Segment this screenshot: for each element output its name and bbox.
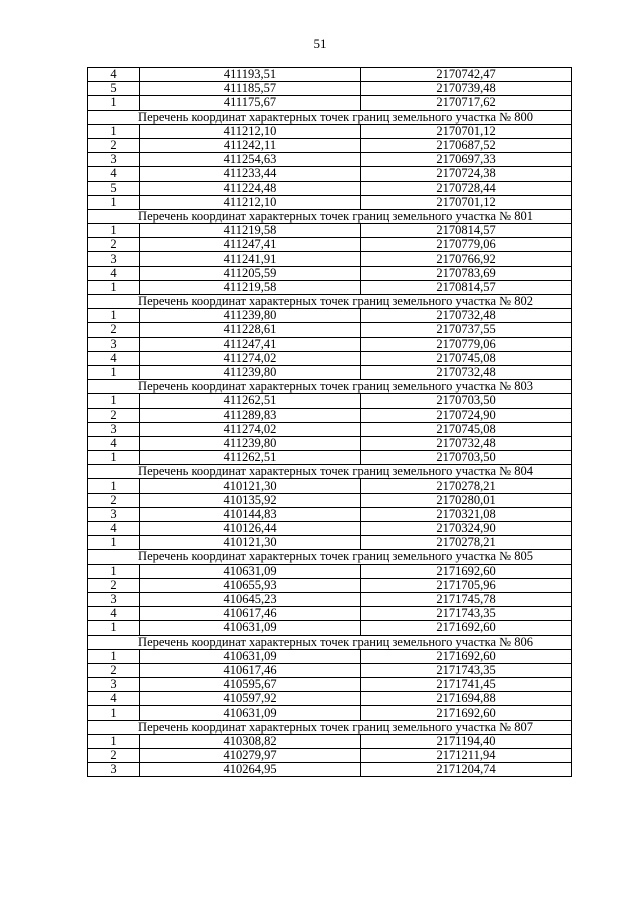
section-heading-row [88, 380, 572, 394]
y-coordinate-cell: 2171204,74 [361, 763, 572, 777]
point-number-cell: 4 [88, 436, 140, 450]
x-coordinate-cell: 411205,59 [140, 266, 361, 280]
section-heading: Перечень координат характерных точек границ земельного участка № 801 [88, 209, 572, 223]
table-row [88, 663, 572, 677]
x-coordinate-cell: 411262,51 [140, 394, 361, 408]
point-number-cell: 3 [88, 337, 140, 351]
x-coordinate-cell: 410135,92 [140, 493, 361, 507]
y-coordinate-cell: 2170324,90 [361, 522, 572, 536]
point-number-cell: 1 [88, 649, 140, 663]
table-row [88, 309, 572, 323]
point-number-cell: 3 [88, 422, 140, 436]
x-coordinate-cell: 410655,93 [140, 578, 361, 592]
point-number-cell: 3 [88, 592, 140, 606]
table-row [88, 280, 572, 294]
table-row [88, 138, 572, 152]
table-row [88, 763, 572, 777]
table-row [88, 394, 572, 408]
y-coordinate-cell: 2171743,35 [361, 663, 572, 677]
point-number-cell: 3 [88, 153, 140, 167]
x-coordinate-cell: 411212,10 [140, 124, 361, 138]
table-row [88, 266, 572, 280]
x-coordinate-cell: 411247,41 [140, 337, 361, 351]
table-row [88, 422, 572, 436]
table-row [88, 238, 572, 252]
y-coordinate-cell: 2170745,08 [361, 422, 572, 436]
y-coordinate-cell: 2170814,57 [361, 224, 572, 238]
y-coordinate-cell: 2170739,48 [361, 82, 572, 96]
page-number: 51 [313, 36, 327, 51]
table-row [88, 493, 572, 507]
x-coordinate-cell: 411289,83 [140, 408, 361, 422]
section-heading-row [88, 550, 572, 564]
x-coordinate-cell: 411175,67 [140, 96, 361, 110]
table-row [88, 167, 572, 181]
section-heading: Перечень координат характерных точек границ земельного участка № 802 [88, 295, 572, 309]
x-coordinate-cell: 411242,11 [140, 138, 361, 152]
table-row [88, 536, 572, 550]
y-coordinate-cell: 2170280,01 [361, 493, 572, 507]
x-coordinate-cell: 411193,51 [140, 68, 361, 82]
section-heading-row [88, 110, 572, 124]
point-number-cell: 3 [88, 763, 140, 777]
point-number-cell: 3 [88, 252, 140, 266]
x-coordinate-cell: 411239,80 [140, 365, 361, 379]
section-heading-row [88, 209, 572, 223]
section-heading: Перечень координат характерных точек границ земельного участка № 804 [88, 465, 572, 479]
y-coordinate-cell: 2171694,88 [361, 692, 572, 706]
point-number-cell: 1 [88, 394, 140, 408]
y-coordinate-cell: 2170737,55 [361, 323, 572, 337]
table-row [88, 252, 572, 266]
point-number-cell: 4 [88, 692, 140, 706]
point-number-cell: 1 [88, 280, 140, 294]
point-number-cell: 2 [88, 749, 140, 763]
x-coordinate-cell: 410595,67 [140, 678, 361, 692]
y-coordinate-cell: 2171741,45 [361, 678, 572, 692]
section-heading: Перечень координат характерных точек границ земельного участка № 800 [88, 110, 572, 124]
x-coordinate-cell: 411262,51 [140, 451, 361, 465]
point-number-cell: 5 [88, 181, 140, 195]
x-coordinate-cell: 410631,09 [140, 649, 361, 663]
x-coordinate-cell: 410279,97 [140, 749, 361, 763]
x-coordinate-cell: 410264,95 [140, 763, 361, 777]
x-coordinate-cell: 411219,58 [140, 280, 361, 294]
x-coordinate-cell: 411241,91 [140, 252, 361, 266]
x-coordinate-cell: 411239,80 [140, 309, 361, 323]
table-row [88, 337, 572, 351]
table-row [88, 564, 572, 578]
section-heading-row [88, 720, 572, 734]
x-coordinate-cell: 411224,48 [140, 181, 361, 195]
x-coordinate-cell: 411274,02 [140, 351, 361, 365]
x-coordinate-cell: 410617,46 [140, 607, 361, 621]
x-coordinate-cell: 410308,82 [140, 734, 361, 748]
x-coordinate-cell: 411185,57 [140, 82, 361, 96]
point-number-cell: 4 [88, 167, 140, 181]
section-heading: Перечень координат характерных точек границ земельного участка № 803 [88, 380, 572, 394]
point-number-cell: 4 [88, 607, 140, 621]
x-coordinate-cell: 411212,10 [140, 195, 361, 209]
x-coordinate-cell: 410617,46 [140, 663, 361, 677]
y-coordinate-cell: 2170783,69 [361, 266, 572, 280]
point-number-cell: 2 [88, 138, 140, 152]
table-row [88, 578, 572, 592]
section-heading-row [88, 465, 572, 479]
table-row [88, 479, 572, 493]
table-row [88, 706, 572, 720]
point-number-cell: 4 [88, 351, 140, 365]
table-row [88, 181, 572, 195]
point-number-cell: 4 [88, 68, 140, 82]
table-row [88, 522, 572, 536]
y-coordinate-cell: 2170703,50 [361, 451, 572, 465]
section-heading-row [88, 635, 572, 649]
x-coordinate-cell: 411247,41 [140, 238, 361, 252]
table-row [88, 649, 572, 663]
x-coordinate-cell: 410597,92 [140, 692, 361, 706]
x-coordinate-cell: 411228,61 [140, 323, 361, 337]
table-row [88, 436, 572, 450]
table-row [88, 621, 572, 635]
x-coordinate-cell: 410631,09 [140, 621, 361, 635]
y-coordinate-cell: 2171692,60 [361, 649, 572, 663]
point-number-cell: 1 [88, 195, 140, 209]
y-coordinate-cell: 2170779,06 [361, 337, 572, 351]
table-row [88, 749, 572, 763]
y-coordinate-cell: 2170732,48 [361, 365, 572, 379]
y-coordinate-cell: 2170687,52 [361, 138, 572, 152]
y-coordinate-cell: 2170745,08 [361, 351, 572, 365]
y-coordinate-cell: 2171692,60 [361, 564, 572, 578]
point-number-cell: 2 [88, 323, 140, 337]
y-coordinate-cell: 2171745,78 [361, 592, 572, 606]
x-coordinate-cell: 410121,30 [140, 479, 361, 493]
x-coordinate-cell: 411219,58 [140, 224, 361, 238]
point-number-cell: 1 [88, 734, 140, 748]
y-coordinate-cell: 2170742,47 [361, 68, 572, 82]
point-number-cell: 1 [88, 536, 140, 550]
coordinates-table-body [88, 68, 572, 777]
point-number-cell: 1 [88, 451, 140, 465]
y-coordinate-cell: 2170766,92 [361, 252, 572, 266]
point-number-cell: 4 [88, 522, 140, 536]
table-row [88, 195, 572, 209]
table-row [88, 153, 572, 167]
point-number-cell: 1 [88, 706, 140, 720]
point-number-cell: 1 [88, 224, 140, 238]
table-row [88, 365, 572, 379]
point-number-cell: 2 [88, 493, 140, 507]
point-number-cell: 1 [88, 309, 140, 323]
x-coordinate-cell: 410126,44 [140, 522, 361, 536]
y-coordinate-cell: 2171705,96 [361, 578, 572, 592]
section-heading: Перечень координат характерных точек границ земельного участка № 806 [88, 635, 572, 649]
point-number-cell: 5 [88, 82, 140, 96]
y-coordinate-cell: 2170814,57 [361, 280, 572, 294]
y-coordinate-cell: 2170724,38 [361, 167, 572, 181]
y-coordinate-cell: 2170703,50 [361, 394, 572, 408]
table-row [88, 451, 572, 465]
y-coordinate-cell: 2170779,06 [361, 238, 572, 252]
x-coordinate-cell: 411233,44 [140, 167, 361, 181]
point-number-cell: 1 [88, 365, 140, 379]
coordinates-table [87, 67, 572, 777]
table-row [88, 678, 572, 692]
x-coordinate-cell: 411239,80 [140, 436, 361, 450]
x-coordinate-cell: 410631,09 [140, 564, 361, 578]
table-row [88, 734, 572, 748]
table-row [88, 124, 572, 138]
x-coordinate-cell: 410121,30 [140, 536, 361, 550]
section-heading-row [88, 295, 572, 309]
table-row [88, 68, 572, 82]
y-coordinate-cell: 2171194,40 [361, 734, 572, 748]
y-coordinate-cell: 2170732,48 [361, 309, 572, 323]
y-coordinate-cell: 2171211,94 [361, 749, 572, 763]
point-number-cell: 4 [88, 266, 140, 280]
table-row [88, 351, 572, 365]
y-coordinate-cell: 2170724,90 [361, 408, 572, 422]
y-coordinate-cell: 2171743,35 [361, 607, 572, 621]
y-coordinate-cell: 2170321,08 [361, 507, 572, 521]
point-number-cell: 3 [88, 678, 140, 692]
y-coordinate-cell: 2170701,12 [361, 195, 572, 209]
table-row [88, 82, 572, 96]
point-number-cell: 2 [88, 578, 140, 592]
table-row [88, 592, 572, 606]
y-coordinate-cell: 2171692,60 [361, 706, 572, 720]
point-number-cell: 2 [88, 663, 140, 677]
point-number-cell: 1 [88, 124, 140, 138]
table-row [88, 607, 572, 621]
point-number-cell: 1 [88, 621, 140, 635]
table-row [88, 408, 572, 422]
table-row [88, 507, 572, 521]
y-coordinate-cell: 2170697,33 [361, 153, 572, 167]
x-coordinate-cell: 410144,83 [140, 507, 361, 521]
section-heading: Перечень координат характерных точек границ земельного участка № 805 [88, 550, 572, 564]
point-number-cell: 1 [88, 564, 140, 578]
section-heading: Перечень координат характерных точек границ земельного участка № 807 [88, 720, 572, 734]
point-number-cell: 2 [88, 238, 140, 252]
y-coordinate-cell: 2170701,12 [361, 124, 572, 138]
point-number-cell: 1 [88, 96, 140, 110]
x-coordinate-cell: 410631,09 [140, 706, 361, 720]
table-row [88, 692, 572, 706]
table-row [88, 96, 572, 110]
x-coordinate-cell: 410645,23 [140, 592, 361, 606]
y-coordinate-cell: 2170717,62 [361, 96, 572, 110]
y-coordinate-cell: 2170728,44 [361, 181, 572, 195]
point-number-cell: 3 [88, 507, 140, 521]
y-coordinate-cell: 2171692,60 [361, 621, 572, 635]
point-number-cell: 2 [88, 408, 140, 422]
y-coordinate-cell: 2170278,21 [361, 536, 572, 550]
table-row [88, 323, 572, 337]
x-coordinate-cell: 411274,02 [140, 422, 361, 436]
y-coordinate-cell: 2170278,21 [361, 479, 572, 493]
x-coordinate-cell: 411254,63 [140, 153, 361, 167]
table-row [88, 224, 572, 238]
y-coordinate-cell: 2170732,48 [361, 436, 572, 450]
point-number-cell: 1 [88, 479, 140, 493]
